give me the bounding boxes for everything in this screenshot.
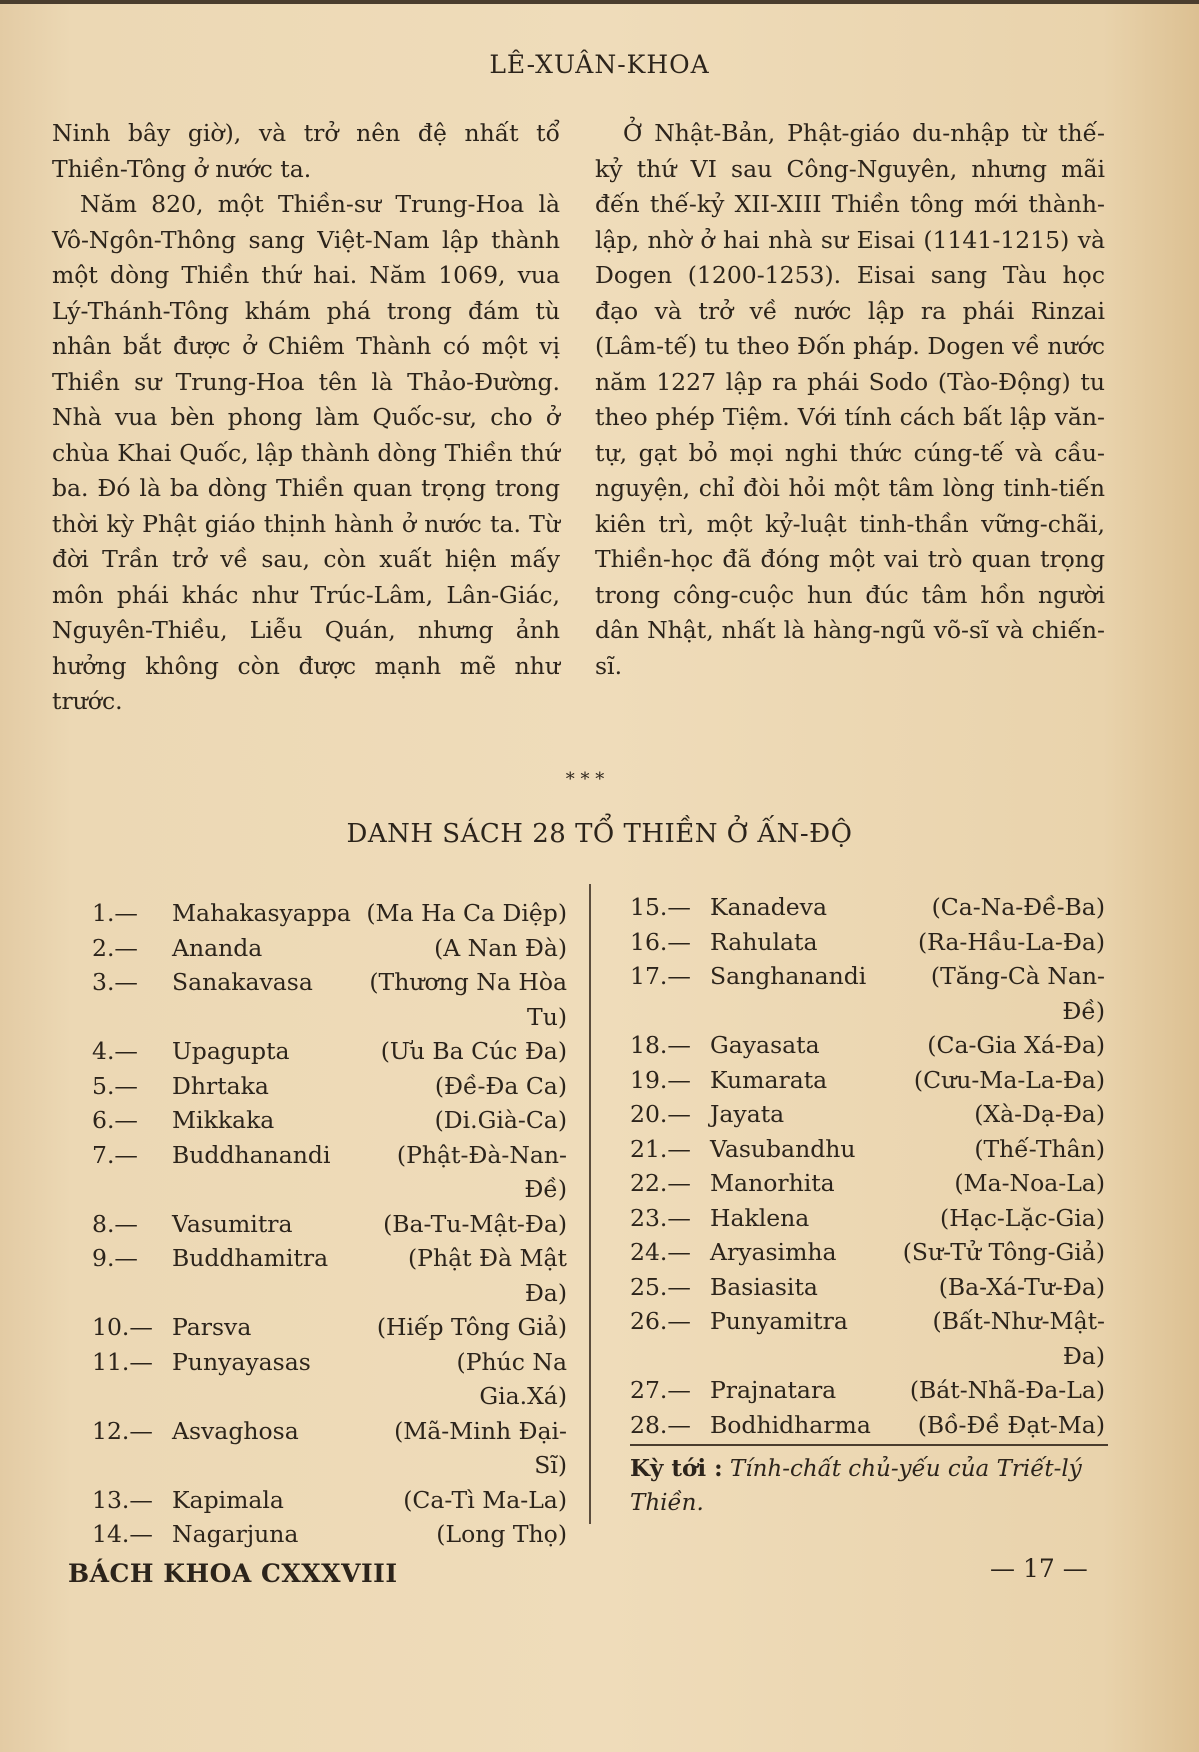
item-name: Asvaghosa <box>172 1416 299 1445</box>
next-issue-label: Kỳ tới : <box>630 1455 723 1482</box>
list-item <box>92 1310 567 1345</box>
note-rule <box>630 1444 1108 1446</box>
publication-name: BÁCH KHOA CXXXVIII <box>68 1559 398 1588</box>
list-item <box>630 1235 1105 1270</box>
item-number: 13.— <box>92 1485 153 1514</box>
item-alias: (Ca-Na-Đề-Ba) <box>931 893 1105 921</box>
left-text-column <box>52 116 560 720</box>
item-alias: (Ca-Gia Xá-Đa) <box>927 1031 1105 1059</box>
item-number: 3.— <box>92 968 138 996</box>
item-number: 18.— <box>630 1031 691 1059</box>
patriarch-list-left <box>92 896 567 1552</box>
page-number: — 17 — <box>990 1554 1088 1583</box>
item-name: Kanadeva <box>710 893 827 921</box>
item-alias: (Ưu Ba Cúc Đa) <box>380 1037 567 1065</box>
item-alias: (Bồ-Đề Đạt-Ma) <box>917 1410 1105 1439</box>
list-item <box>92 896 567 931</box>
list-item <box>630 1166 1105 1201</box>
list-item <box>92 1414 567 1483</box>
item-alias: (Ma Ha Ca Diệp) <box>366 899 567 927</box>
list-item <box>630 1028 1105 1063</box>
item-alias: (Thế-Thân) <box>974 1134 1105 1163</box>
item-name: Sanakavasa <box>172 968 313 996</box>
item-alias: (Ra-Hầu-La-Đa) <box>917 927 1105 956</box>
next-issue-note <box>630 1452 1110 1520</box>
list-item <box>92 1138 567 1207</box>
list-item <box>92 931 567 966</box>
item-number: 21.— <box>630 1134 691 1163</box>
item-alias: (Ba-Tu-Mật-Đa) <box>383 1209 567 1238</box>
item-name: Rahulata <box>710 927 818 956</box>
item-alias: (Phật-Đà-Nan-Đề) <box>396 1140 567 1203</box>
item-name: Buddhamitra <box>172 1244 329 1272</box>
item-name: Sanghanandi <box>710 962 867 990</box>
right-text-column <box>595 116 1105 684</box>
list-item <box>630 1304 1105 1373</box>
list-item <box>630 1097 1105 1132</box>
list-item <box>630 1201 1105 1236</box>
item-number: 4.— <box>92 1037 138 1065</box>
list-item <box>630 1373 1105 1408</box>
item-alias: (Phúc Na Gia.Xá) <box>456 1347 567 1410</box>
patriarch-list-right <box>630 890 1105 1442</box>
item-alias: (Hạc-Lặc-Gia) <box>940 1203 1105 1232</box>
item-number: 22.— <box>630 1169 691 1197</box>
list-item <box>92 1517 567 1552</box>
item-number: 25.— <box>630 1272 691 1301</box>
item-name: Bodhidharma <box>710 1410 871 1439</box>
item-name: Kumarata <box>710 1065 828 1094</box>
item-alias: (Ca-Tì Ma-La) <box>403 1485 567 1514</box>
item-name: Ananda <box>172 933 263 962</box>
item-number: 24.— <box>630 1238 691 1266</box>
next-issue-text: Tính-chất chủ-yếu của Triết-lý Thiền. <box>630 1456 1082 1516</box>
list-item <box>630 959 1105 1028</box>
item-alias: (Bát-Nhã-Đa-La) <box>909 1376 1105 1404</box>
item-name: Manorhita <box>710 1169 835 1197</box>
item-number: 1.— <box>92 899 138 927</box>
paragraph: Ở Nhật-Bản, Phật-giáo du-nhập từ thế-kỷ thứ VI sau Công-Nguyên, nhưng mãi đến thế-kỷ XII-XIII Thiền tông mới thành-lập, nhờ ở hai nhà sư Eisai (1141-1215) và Dogen (1200-1253). Eisai sang Tàu học đạo và trở về nước lập ra phái Rinzai (Lâm-tế) tu theo Đốn pháp. Dogen về nước năm 1227 lập ra phái Sodo (Tào-Động) tu theo phép Tiệm. Với tính cách bất lập văn-tự, gạt bỏ mọi nghi thức cúng-tế và cầu-nguyện, chỉ đòi hỏi một tâm lòng tinh-tiến kiên trì, một kỷ-luật tinh-thần vững-chãi, Thiền-học đã đóng một vai trò quan trọng trong công-cuộc hun đúc tâm hồn người dân Nhật, nhất là hàng-ngũ võ-sĩ và chiến-sĩ. <box>595 119 1105 680</box>
list-item <box>92 1034 567 1069</box>
item-name: Dhrtaka <box>172 1071 269 1100</box>
item-number: 28.— <box>630 1410 691 1439</box>
item-name: Punyayasas <box>172 1347 311 1376</box>
item-name: Vasubandhu <box>710 1134 856 1163</box>
item-name: Haklena <box>710 1203 810 1232</box>
column-divider <box>589 884 591 1524</box>
item-number: 20.— <box>630 1100 691 1128</box>
item-name: Vasumitra <box>172 1209 293 1238</box>
list-item <box>92 1483 567 1518</box>
item-alias: (Hiếp Tông Giả) <box>376 1313 567 1341</box>
list-item <box>92 1069 567 1104</box>
list-item <box>630 925 1105 960</box>
item-alias: (Sư-Tử Tông-Giả) <box>902 1238 1105 1266</box>
paragraph: Ninh bây giờ), và trở nên đệ nhất tổ Thiền-Tông ở nước ta. <box>52 119 560 183</box>
list-item <box>630 1270 1105 1305</box>
list-item <box>92 1241 567 1310</box>
item-name: Upagupta <box>172 1037 290 1065</box>
item-alias: (Phật Đà Mật Đa) <box>407 1244 567 1307</box>
item-number: 5.— <box>92 1071 138 1100</box>
item-number: 27.— <box>630 1376 691 1404</box>
item-name: Prajnatara <box>710 1376 837 1404</box>
item-name: Kapimala <box>172 1485 284 1514</box>
item-number: 10.— <box>92 1313 153 1341</box>
item-name: Punyamitra <box>710 1307 848 1335</box>
list-item <box>92 1345 567 1414</box>
item-alias: (Thương Na Hòa Tu) <box>369 968 567 1031</box>
item-name: Aryasimha <box>710 1238 837 1266</box>
item-alias: (Mã-Minh Đại-Sĩ) <box>394 1416 567 1479</box>
item-name: Mikkaka <box>172 1106 275 1134</box>
list-item <box>92 965 567 1034</box>
item-number: 26.— <box>630 1307 691 1335</box>
item-alias: (Cưu-Ma-La-Đa) <box>913 1065 1105 1094</box>
list-item <box>92 1103 567 1138</box>
list-item <box>92 1207 567 1242</box>
list-item <box>630 1063 1105 1098</box>
item-number: 17.— <box>630 962 691 990</box>
item-alias: (Tăng-Cà Nan-Đề) <box>930 962 1105 1025</box>
running-header: LÊ-XUÂN-KHOA <box>489 50 710 79</box>
item-alias: (Bất-Như-Mật-Đa) <box>932 1307 1105 1370</box>
item-number: 19.— <box>630 1065 691 1094</box>
item-alias: (Xà-Dạ-Đa) <box>974 1100 1105 1128</box>
item-number: 7.— <box>92 1140 138 1169</box>
item-number: 8.— <box>92 1209 138 1238</box>
item-name: Buddhanandi <box>172 1140 331 1169</box>
item-alias: (Ba-Xá-Tư-Đa) <box>938 1272 1105 1301</box>
list-item <box>630 1408 1105 1443</box>
item-name: Gayasata <box>710 1031 820 1059</box>
paragraph: Năm 820, một Thiền-sư Trung-Hoa là Vô-Ngôn-Thông sang Việt-Nam lập thành một dòng Thiền thứ hai. Năm 1069, vua Lý-Thánh-Tông khám phá trong đám tù nhân bắt được ở Chiêm Thành có một vị Thiền sư Trung-Hoa tên là Thảo-Đường. Nhà vua bèn phong làm Quốc-sư, cho ở chùa Khai Quốc, lập thành dòng Thiền thứ ba. Đó là ba dòng Thiền quan trọng trong thời kỳ Phật giáo thịnh hành ở nước ta. Từ đời Trần trở về sau, còn xuất hiện mấy môn phái khác như Trúc-Lâm, Lân-Giác, Nguyên-Thiều, Liễu Quán, nhưng ảnh hưởng không còn được mạnh mẽ như trước. <box>52 190 560 715</box>
item-number: 11.— <box>92 1347 153 1376</box>
item-name: Parsva <box>172 1313 252 1341</box>
list-item <box>630 890 1105 925</box>
item-name: Basiasita <box>710 1272 818 1301</box>
item-alias: (A Nan Đà) <box>434 933 567 962</box>
item-number: 16.— <box>630 927 691 956</box>
item-name: Jayata <box>710 1100 785 1128</box>
item-number: 23.— <box>630 1203 691 1232</box>
item-number: 6.— <box>92 1106 138 1134</box>
item-alias: (Long Thọ) <box>436 1520 567 1548</box>
item-name: Mahakasyappa <box>172 899 351 927</box>
item-number: 14.— <box>92 1520 153 1548</box>
item-number: 2.— <box>92 933 138 962</box>
item-alias: (Ma-Noa-La) <box>954 1169 1105 1197</box>
item-number: 15.— <box>630 893 691 921</box>
item-name: Nagarjuna <box>172 1520 299 1548</box>
item-number: 12.— <box>92 1416 153 1445</box>
item-alias: (Di.Già-Ca) <box>434 1106 567 1134</box>
item-alias: (Đề-Đa Ca) <box>434 1071 567 1100</box>
list-item <box>630 1132 1105 1167</box>
section-title: DANH SÁCH 28 TỔ THIỀN Ở ẤN-ĐỘ <box>346 819 853 849</box>
section-separator: * * * <box>565 769 605 790</box>
item-number: 9.— <box>92 1244 138 1272</box>
